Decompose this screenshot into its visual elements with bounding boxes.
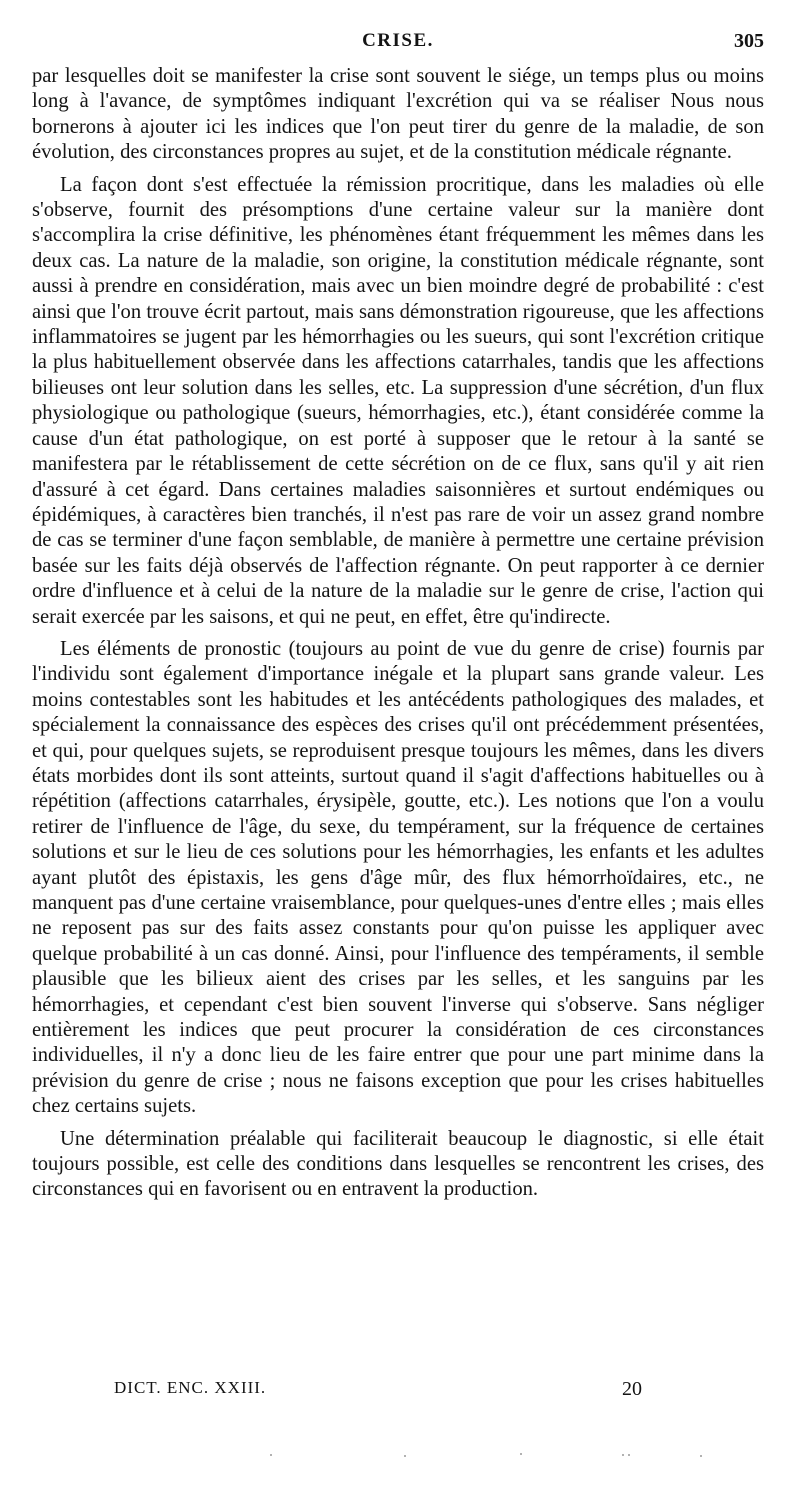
printer-signature: DICT. ENC. XXIII.: [114, 1378, 267, 1397]
page-footer: [32, 1378, 764, 1406]
scan-speck: [404, 1455, 406, 1457]
running-head: CRISE.: [362, 30, 434, 51]
scan-speck: [628, 1454, 630, 1456]
page-number: 305: [734, 30, 764, 52]
page-header: [32, 28, 764, 56]
paragraph-4: Une détermination préalable qui faciliterait beaucoup le diagnostic, si elle était toujours possible, est celle des conditions dans lesquelles se rencontrent les crises, des circonstances qui en favorisent ou en entravent la production.: [32, 1127, 764, 1201]
paragraph-2: La façon dont s'est effectuée la rémission procritique, dans les maladies où elle s'observe, fournit des présomptions d'une certaine valeur sur la manière dont s'accomplira la crise définitive, les phénomènes étant fréquemment les mêmes dans les deux cas. La nature de la maladie, son origine, la constitution médicale régnante, sont aussi à prendre en considération, mais avec un bien moindre degré de probabilité : c'est ainsi que l'on trouve écrit partout, mais sans démonstration rigoureuse, que les affections inflammatoires se jugent par les hémorrhagies ou les sueurs, qui sont l'excrétion critique la plus habituellement observée dans les affections catarrhales, tandis que les affections bilieuses ont leur solution dans les selles, etc. La suppression d'une sécrétion, d'un flux physiologique ou pathologique (sueurs, hémorrhagies, etc.), étant considérée comme la cause d'un état pathologique, on est porté à supposer que le retour à la santé se manifestera par le rétablissement de cette sécrétion on de ce flux, sans qu'il y ait rien d'assuré à cet égard. Dans certaines maladies saisonnières et surtout endémiques ou épidémiques, à caractères bien tranchés, il n'est pas rare de voir un assez grand nombre de cas se terminer d'une façon semblable, de manière à permettre une certaine prévision basée sur les faits déjà observés de l'affection régnante. On peut rapporter à ce dernier ordre d'influence et à celui de la nature de la maladie sur le genre de crise, l'action qui serait exercée par les saisons, et qui ne peut, en effet, être qu'indirecte.: [32, 173, 764, 628]
scan-speck: [520, 1453, 522, 1455]
scan-specks: [152, 1452, 712, 1458]
paragraph-3: Les éléments de pronostic (toujours au point de vue du genre de crise) fournis par l'individu sont également d'importance inégale et la plupart sans grande valeur. Les moins contestables sont les habitudes et les antécédents pathologiques des malades, et spécialement la connaissance des espèces des crises qu'il ont précédemment présentées, et qui, pour quelques sujets, se reproduisent presque toujours les mêmes, dans les divers états morbides dont ils sont atteints, surtout quand il s'agit d'affections habituelles ou à répétition (affections catarrhales, érysipèle, goutte, etc.). Les notions que l'on a voulu retirer de l'influence de l'âge, du sexe, du tempérament, sur la fréquence de certaines solutions et sur le lieu de ces solutions pour les hémorrhagies, les enfants et les adultes ayant plutôt des épistaxis, les gens d'âge mûr, des flux hémorrhoïdaires, etc., ne manquent pas d'une certaine vraisemblance, pour quelques-unes d'entre elles ; mais elles ne reposent pas sur des faits assez constants pour qu'on puisse les appliquer avec quelque probabilité à un cas donné. Ainsi, pour l'influence des tempéraments, il semble plausible que les bilieux aient des crises par les selles, et les sanguins par les hémorrhagies, et cependant c'est bien souvent l'inverse qui s'observe. Sans négliger entièrement les indices que peut procurer la considération de ces circonstances individuelles, il n'y a donc lieu de les faire entrer que pour une part minime dans la prévision du genre de crise ; nous ne faisons exception que pour les crises habituelles chez certains sujets.: [32, 637, 764, 1118]
body-text: [32, 64, 764, 1210]
paragraph-1: par lesquelles doit se manifester la crise sont souvent le siége, un temps plus ou moins long à l'avance, de symptômes indiquant l'excrétion qui va se réaliser Nous nous bornerons à ajouter ici les indices que l'on peut tirer du genre de la maladie, de son évolution, des circonstances propres au sujet, et de la constitution médicale régnante.: [32, 65, 764, 164]
sheet-number: 20: [622, 1378, 642, 1400]
scan-speck: [270, 1454, 272, 1456]
book-page: [32, 0, 764, 1491]
scan-speck: [622, 1454, 624, 1456]
scan-speck: [700, 1455, 702, 1457]
